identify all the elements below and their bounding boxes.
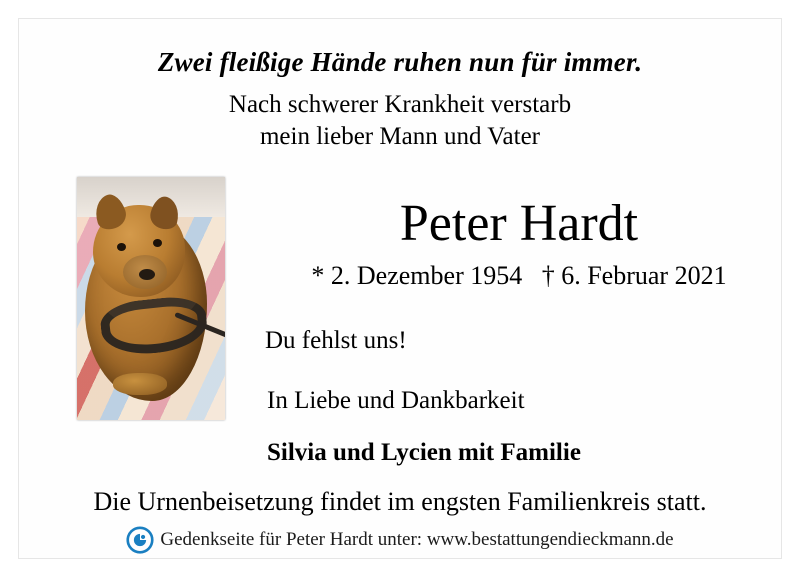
memorial-page-text: Gedenkseite für Peter Hardt unter: www.bestattungendieckmann.de: [160, 529, 674, 550]
dog-eye-left: [117, 243, 126, 251]
dog-paws: [113, 373, 167, 395]
deceased-photo: [77, 177, 225, 420]
notice-content: [9, 9, 791, 568]
dog-eye-right: [153, 239, 162, 247]
memorial-footer: [9, 526, 791, 554]
intro-line-2: mein lieber Mann und Vater: [259, 123, 541, 150]
headline: Zwei fleißige Hände ruhen nun für immer.: [157, 47, 643, 77]
intro-line-1: Nach schwerer Krankheit verstarb: [228, 91, 572, 118]
dog-nose: [139, 269, 155, 280]
funeral-info: Die Urnenbeisetzung findet im engsten Familienkreis statt.: [93, 487, 707, 516]
intro-text: [9, 89, 791, 153]
deceased-name: Peter Hardt: [399, 195, 639, 252]
message-love: In Liebe und Dankbarkeit: [267, 387, 525, 414]
message-missing: Du fehlst uns!: [265, 327, 407, 354]
mourners-names: Silvia und Lycien mit Familie: [267, 439, 581, 466]
birth-death-dates: * 2. Dezember 1954 † 6. Februar 2021: [311, 261, 727, 290]
memorial-page-icon: [126, 526, 154, 554]
